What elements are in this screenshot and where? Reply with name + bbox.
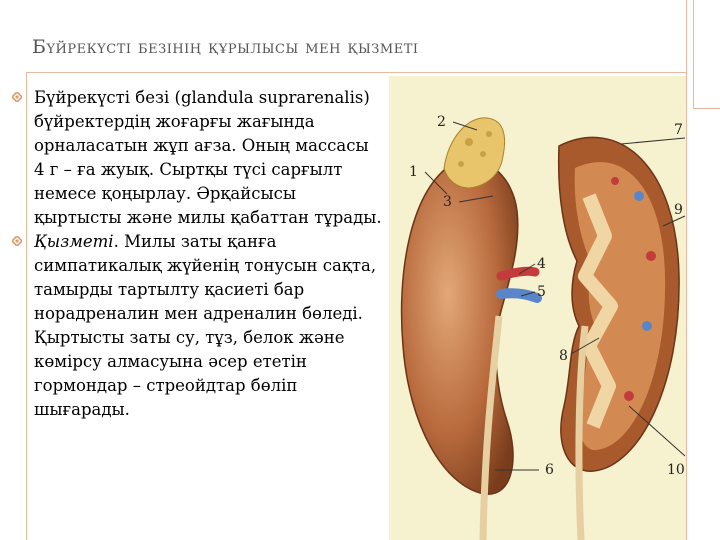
label-8: 8 (559, 348, 568, 364)
label-5: 5 (537, 284, 546, 300)
label-9: 9 (674, 202, 683, 218)
label-6: 6 (545, 462, 554, 478)
label-1: 1 (409, 164, 418, 180)
slide-corner-frame (686, 0, 720, 540)
label-4: 4 (537, 256, 546, 272)
label-7: 7 (674, 122, 683, 138)
bullet-item (8, 230, 383, 422)
kidney-section (559, 137, 679, 540)
kidney-adrenal-illustration (389, 76, 686, 540)
label-3: 3 (443, 194, 452, 210)
bullet-list (8, 86, 383, 422)
slide-title: Бүйрекүсті безінің құрылысы мен қызметі (32, 36, 419, 58)
label-2: 2 (437, 114, 446, 130)
slide-corner-box (693, 0, 720, 109)
bullet-lead: Қызметі (34, 232, 114, 251)
bullet-text: Бүйрекүсті безі (glandula suprarenalis) бүйректердің жоғарғы жағында орналасатын жұп ағза. Оның массасы 4 г – ға жуық. Сыртқы түсі сарғылт немесе қоңырлау. Әрқайсысы қыртысты және милы қабаттан тұрады. (34, 88, 382, 227)
bullet-item (8, 86, 383, 230)
bullet-diamond-icon (12, 92, 22, 102)
title-divider (26, 72, 686, 73)
bullet-diamond-icon (12, 236, 22, 246)
label-10: 10 (667, 462, 685, 478)
bullet-text: . Милы заты қанға симпатикалық жүйенің тонусын сақта, тамырды тартылту қасиеті бар норадреналин мен адреналин бөледі. Қыртысты заты су, тұз, белок және көмірсу алмасуына әсер ететін гормондар – стреойдтар бөліп шығарады. (34, 232, 377, 419)
